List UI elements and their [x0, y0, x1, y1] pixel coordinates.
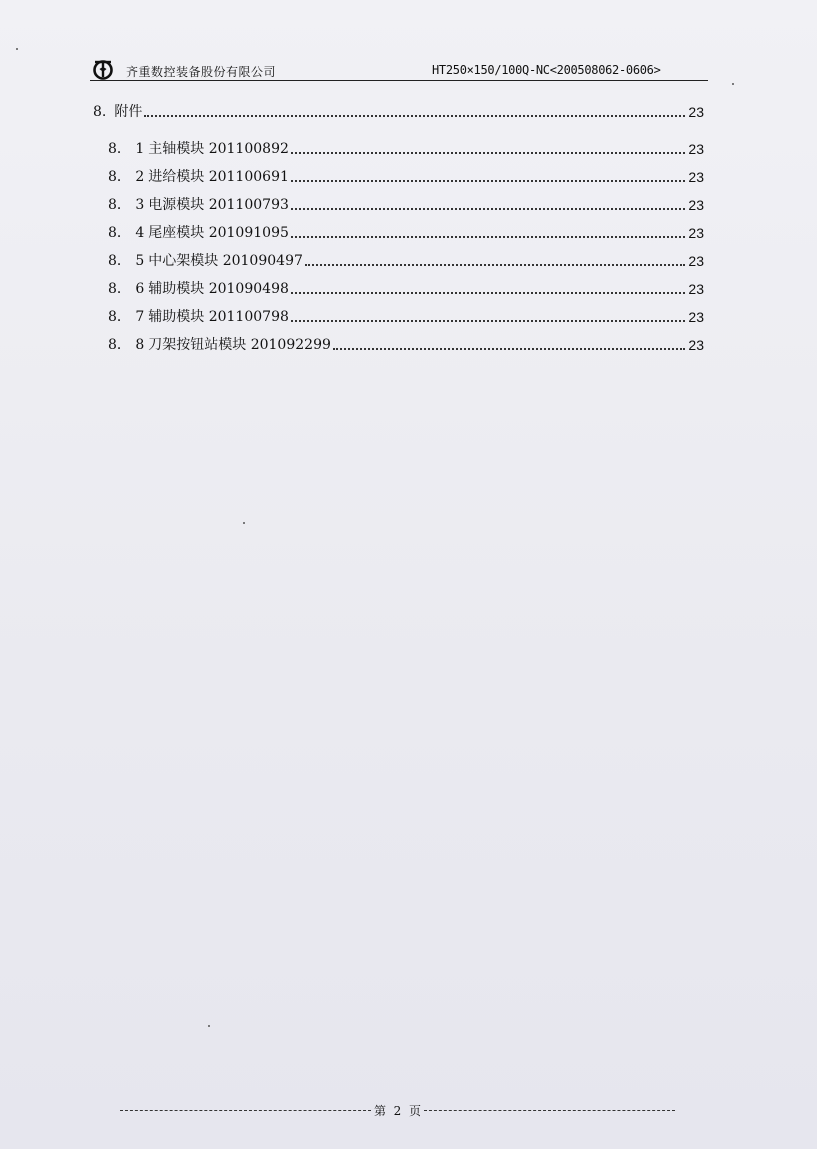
- toc-item-number: 8． 7: [108, 309, 145, 325]
- toc-item-title: 电源模块 201100793: [148, 197, 289, 213]
- toc-leader: [291, 236, 686, 238]
- toc-item[interactable]: [108, 307, 704, 327]
- toc-item-title: 中心架模块 201090497: [148, 253, 303, 269]
- toc-item-number: 8． 4: [108, 225, 145, 241]
- toc-item-title: 辅助模块 201090498: [148, 281, 289, 297]
- document-number: HT250×150/100Q-NC<200508062-0606>: [432, 63, 661, 77]
- toc-leader: [291, 152, 686, 154]
- toc-page-number: 23: [688, 141, 704, 157]
- toc-item-title: 进给模块 201100691: [148, 169, 289, 185]
- toc-item[interactable]: [108, 335, 704, 355]
- toc-item-number: 8． 2: [108, 169, 145, 185]
- toc-item[interactable]: [108, 195, 704, 215]
- toc-page-number: 23: [688, 169, 704, 185]
- toc-item-title: 尾座模块 201091095: [148, 225, 289, 241]
- toc-page-number: 23: [688, 253, 704, 269]
- toc-item[interactable]: [108, 167, 704, 187]
- footer-dash-left: [120, 1110, 371, 1111]
- toc-section-title: 附件: [114, 104, 143, 120]
- toc-item-number: 8． 3: [108, 197, 145, 213]
- toc-item-number: 8． 5: [108, 253, 145, 269]
- company-logo-icon: [92, 58, 114, 80]
- company-name: 齐重数控装备股份有限公司: [126, 65, 277, 79]
- toc-item-number: 8． 1: [108, 141, 145, 157]
- scan-speck: [16, 48, 18, 50]
- toc-page-number: 23: [688, 225, 704, 241]
- toc-page-number: 23: [688, 309, 704, 325]
- toc-item-number: 8． 8: [108, 337, 145, 353]
- toc-leader: [305, 264, 686, 266]
- toc-page-number: 23: [688, 197, 704, 213]
- toc-leader: [144, 115, 685, 117]
- page-footer: [120, 1101, 675, 1119]
- scan-speck: [208, 1025, 210, 1027]
- scan-speck: [732, 83, 734, 85]
- toc-section-number: 8.: [93, 104, 107, 120]
- toc-item[interactable]: [108, 223, 704, 243]
- toc-item-title: 辅助模块 201100798: [148, 309, 289, 325]
- toc-page-number: 23: [688, 281, 704, 297]
- toc-leader: [291, 320, 686, 322]
- toc-leader: [291, 180, 686, 182]
- toc-page-number: 23: [688, 337, 704, 353]
- scan-speck: [243, 522, 245, 524]
- footer-dash-right: [424, 1110, 675, 1111]
- page-number-label: 第 2 页: [374, 1103, 421, 1118]
- toc-page-number: 23: [688, 104, 704, 120]
- toc-leader: [291, 208, 686, 210]
- toc-item-title: 刀架按钮站模块 201092299: [148, 337, 331, 353]
- toc-section-row[interactable]: [93, 102, 704, 122]
- toc-leader: [333, 348, 686, 350]
- header-rule: [90, 80, 708, 81]
- toc-item[interactable]: [108, 139, 704, 159]
- toc-item-number: 8． 6: [108, 281, 145, 297]
- toc-item[interactable]: [108, 251, 704, 271]
- toc-item-title: 主轴模块 201100892: [148, 141, 289, 157]
- toc-item[interactable]: [108, 279, 704, 299]
- toc-leader: [291, 292, 686, 294]
